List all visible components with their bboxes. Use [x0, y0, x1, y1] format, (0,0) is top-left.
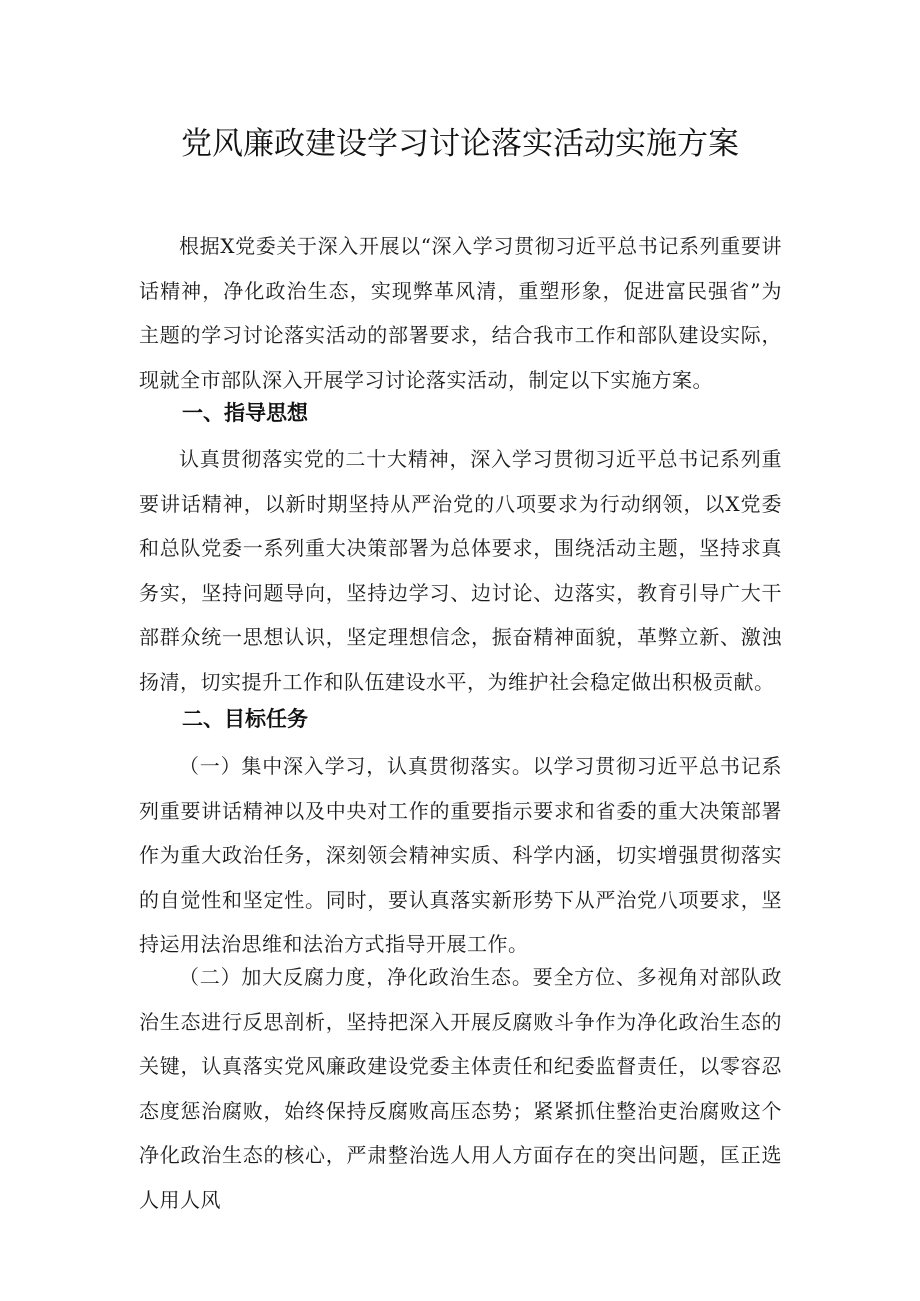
document-title: 党风廉政建设学习讨论落实活动实施方案: [181, 126, 739, 162]
section-heading-goals-tasks: 二、目标任务: [182, 707, 308, 731]
section-heading-guiding-ideology: 一、指导思想: [182, 401, 308, 425]
intro-paragraph: 根据X党委关于深入开展以“深入学习贯彻习近平总书记系列重要讲话精神，净化政治生态，实现弊革风清，重塑形象，促进富民强省”为主题的学习讨论落实活动的部署要求，结合我市工作和部队建设实际，现就全市部队深入开展学习讨论落实活动，制定以下实施方案。: [139, 234, 782, 392]
guiding-ideology-paragraph: 认真贯彻落实党的二十大精神，深入学习贯彻习近平总书记系列重要讲话精神，以新时期坚持从严治党的八项要求为行动纲领，以X党委和总队党委一系列重大决策部署为总体要求，围绕活动主题，坚持求真务实，坚持问题导向，坚持边学习、边讨论、边落实，教育引导广大干部群众统一思想认识，坚定理想信念，振奋精神面貌，革弊立新、激浊扬清，切实提升工作和队伍建设水平，为维护社会稳定做出积极贡献。: [139, 447, 782, 694]
task-paragraph-1: （一）集中深入学习，认真贯彻落实。以学习贯彻习近平总书记系列重要讲话精神以及中央对工作的重要指示要求和省委的重大决策部署作为重大政治任务，深刻领会精神实质、科学内涵，切实增强贯彻落实的自觉性和坚定性。同时，要认真落实新形势下从严治党八项要求，坚持运用法治思维和法治方式指导开展工作。: [139, 754, 782, 956]
task-paragraph-2: （二）加大反腐力度，净化政治生态。要全方位、多视角对部队政治生态进行反思剖析，坚持把深入开展反腐败斗争作为净化政治生态的关键，认真落实党风廉政建设党委主体责任和纪委监督责任，以零容忍态度惩治腐败，始终保持反腐败高压态势；紧紧抓住整治吏治腐败这个净化政治生态的核心，严肃整治选人用人方面存在的突出问题，匡正选人用人风: [139, 965, 782, 1212]
